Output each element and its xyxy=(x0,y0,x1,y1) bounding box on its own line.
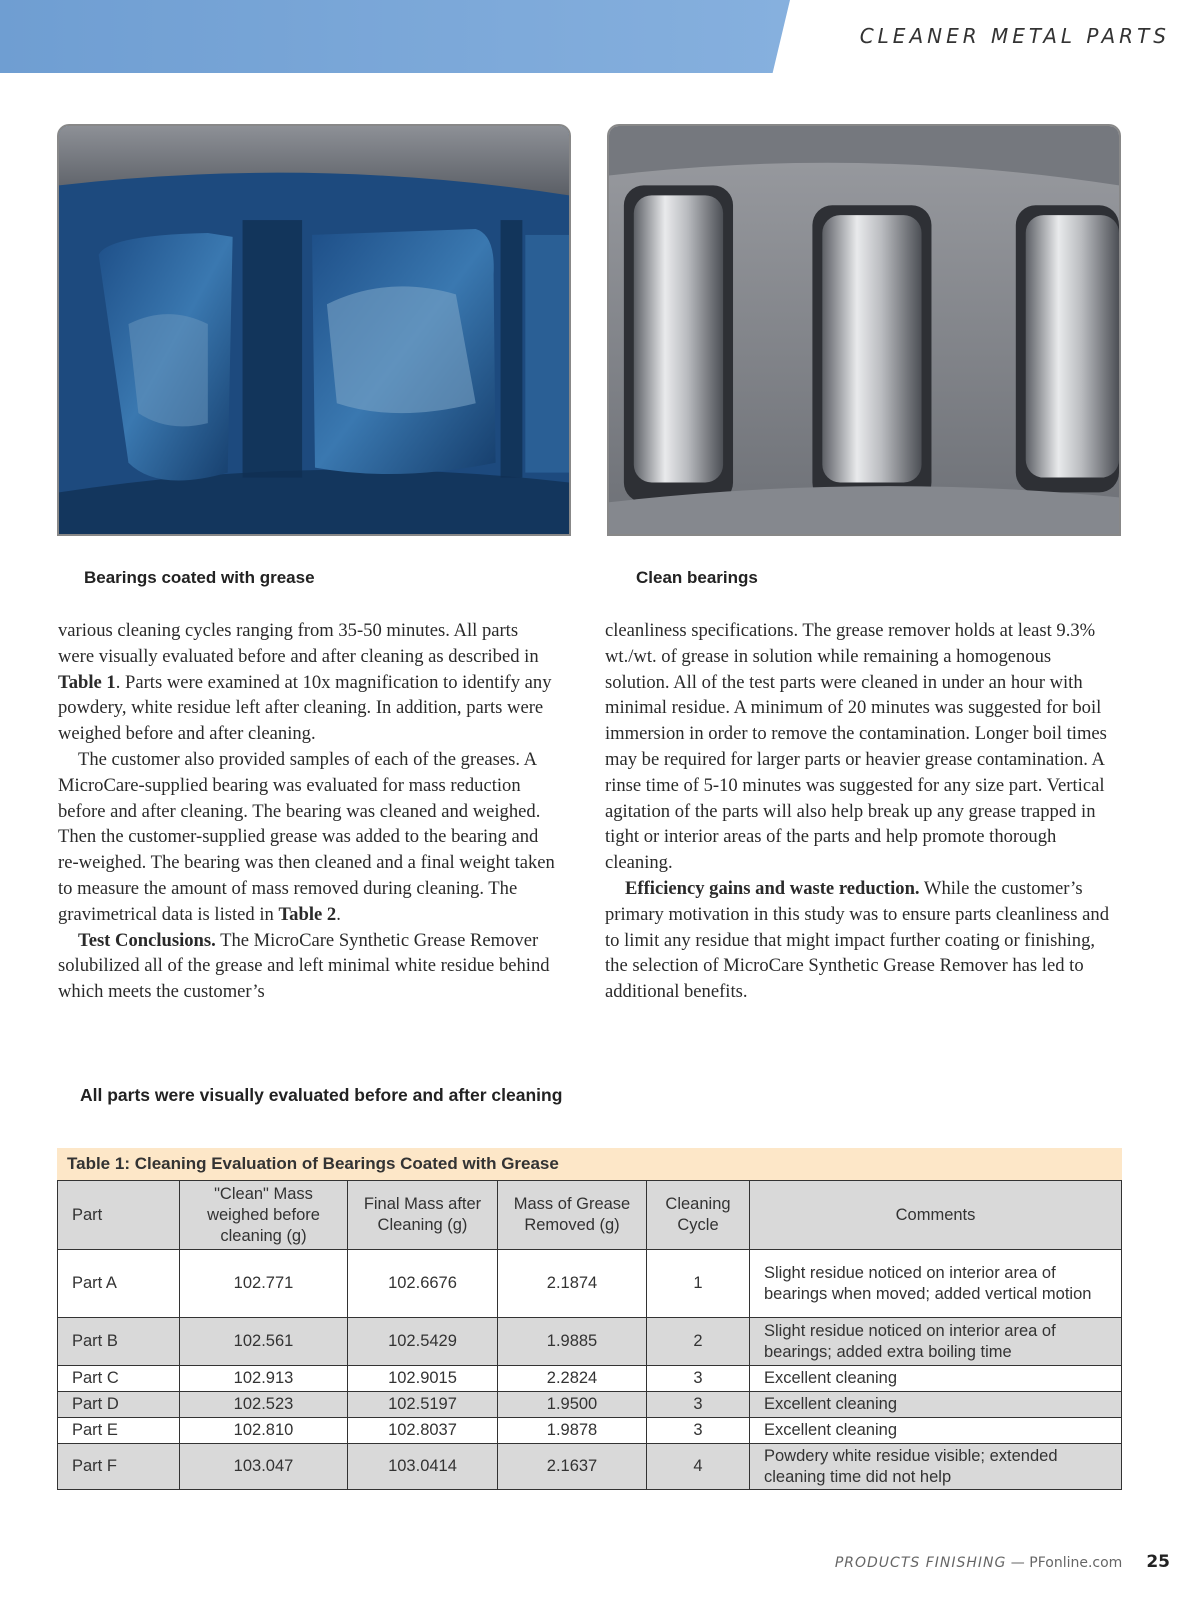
table-cell: 2 xyxy=(647,1318,750,1366)
page-number: 25 xyxy=(1146,1552,1170,1572)
table-cell: Part C xyxy=(58,1366,180,1392)
table-cell: 103.047 xyxy=(180,1444,348,1490)
table-cell: 3 xyxy=(647,1366,750,1392)
paragraph-text: The customer also provided samples of each of the greases. A MicroCare-supplied bearing was evaluated for mass reduction before and after cleaning. The bearing was cleaned and weighed. Then the customer-supplied grease was added to the bearing and re-weighed. The bearing was then cleaned and a final weight taken to measure the amount of mass removed during cleaning. The gravimetrical data is listed in xyxy=(58,748,555,925)
results-table xyxy=(57,1148,1122,1490)
figure-caption-right: Clean bearings xyxy=(636,568,758,587)
table-cell: Excellent cleaning xyxy=(750,1418,1122,1444)
table-cell: 102.771 xyxy=(180,1250,348,1318)
table-cell: Slight residue noticed on interior area of bearings; added extra boiling time xyxy=(750,1318,1122,1366)
table-row xyxy=(58,1366,1122,1392)
table-header-row xyxy=(58,1181,1122,1250)
paragraph xyxy=(605,876,1115,1005)
table-reference: Table 2 xyxy=(278,903,337,925)
table-cell: 1.9500 xyxy=(498,1392,647,1418)
section-title: CLEANER METAL PARTS xyxy=(859,24,1170,48)
table-cell: 4 xyxy=(647,1444,750,1490)
header-tab xyxy=(0,0,790,73)
table-title: Table 1: Cleaning Evaluation of Bearings Coated with Grease xyxy=(57,1148,1122,1180)
column-header: "Clean" Mass weighed before cleaning (g) xyxy=(180,1181,348,1250)
column-header: Final Mass after Cleaning (g) xyxy=(348,1181,498,1250)
column-header: Comments xyxy=(750,1181,1122,1250)
publication-name: PRODUCTS FINISHING xyxy=(834,1555,1007,1571)
table-cell: 102.561 xyxy=(180,1318,348,1366)
paragraph-text: . xyxy=(336,903,341,925)
paragraph-heading: Efficiency gains and waste reduction. xyxy=(625,877,920,899)
footer-separator: — xyxy=(1006,1555,1030,1571)
pull-quote: All parts were visually evaluated before and after cleaning xyxy=(80,1085,563,1105)
paragraph xyxy=(58,747,558,928)
table-cell: 102.523 xyxy=(180,1392,348,1418)
table-row xyxy=(58,1318,1122,1366)
paragraph xyxy=(58,618,558,747)
table-cell: Part A xyxy=(58,1250,180,1318)
column-header: Mass of Grease Removed (g) xyxy=(498,1181,647,1250)
table-cell: Slight residue noticed on interior area of bearings when moved; added vertical motion xyxy=(750,1250,1122,1318)
table-cell: Part E xyxy=(58,1418,180,1444)
table-cell: Part D xyxy=(58,1392,180,1418)
paragraph xyxy=(58,928,558,1005)
clean-bearings-photo xyxy=(607,124,1121,536)
paragraph-text: The MicroCare Synthetic Grease Remover solubilized all of the grease and left minimal white residue behind which meets the customer’s xyxy=(58,929,550,1003)
data-table xyxy=(57,1180,1122,1490)
paragraph-text: While the customer’s primary motivation in this study was to ensure parts cleanliness and to limit any residue that might impact further coating or finishing, the selection of MicroCare Synthetic Grease Remover has led to additional benefits. xyxy=(605,877,1110,1003)
table-row xyxy=(58,1418,1122,1444)
table-cell: 3 xyxy=(647,1418,750,1444)
website: PFonline.com xyxy=(1029,1555,1123,1571)
table-cell: 102.8037 xyxy=(348,1418,498,1444)
greasy-bearings-photo xyxy=(57,124,571,536)
table-cell: 2.1637 xyxy=(498,1444,647,1490)
column-header: Part xyxy=(58,1181,180,1250)
table-cell: 102.5197 xyxy=(348,1392,498,1418)
table-cell: 2.1874 xyxy=(498,1250,647,1318)
table-cell: 102.913 xyxy=(180,1366,348,1392)
table-cell: 1.9885 xyxy=(498,1318,647,1366)
paragraph-text: . Parts were examined at 10x magnification to identify any powdery, white residue left after cleaning. In addition, parts were weighed before and after cleaning. xyxy=(58,671,552,745)
table-row xyxy=(58,1392,1122,1418)
column-header: Cleaning Cycle xyxy=(647,1181,750,1250)
table-cell: Part B xyxy=(58,1318,180,1366)
paragraph: cleanliness specifications. The grease remover holds at least 9.3% wt./wt. of grease in solution while remaining a homogenous solution. All of the test parts were cleaned in under an hour with minimal residue. A minimum of 20 minutes was suggested for boil immersion in order to remove the contamination. Longer boil times may be required for larger parts or heavier grease contamination. A rinse time of 5-10 minutes was suggested for any size part. Vertical agitation of the parts will also help break up any grease trapped in tight or interior areas of the parts and help promote thorough cleaning. xyxy=(605,620,1107,874)
table-cell: Excellent cleaning xyxy=(750,1392,1122,1418)
table-cell: 102.5429 xyxy=(348,1318,498,1366)
table-cell: 1.9878 xyxy=(498,1418,647,1444)
table-cell: 3 xyxy=(647,1392,750,1418)
table-reference: Table 1 xyxy=(58,671,116,693)
table-cell: 1 xyxy=(647,1250,750,1318)
page-footer xyxy=(835,1552,1170,1572)
table-cell: 102.810 xyxy=(180,1418,348,1444)
table-cell: 102.6676 xyxy=(348,1250,498,1318)
table-cell: 2.2824 xyxy=(498,1366,647,1392)
table-cell: Part F xyxy=(58,1444,180,1490)
article-column-left xyxy=(58,618,558,1005)
paragraph-text: various cleaning cycles ranging from 35-50 minutes. All parts were visually evaluated before and after cleaning as described in xyxy=(58,620,539,667)
article-column-right xyxy=(605,618,1115,1005)
paragraph-heading: Test Conclusions. xyxy=(78,929,216,951)
figure-caption-left: Bearings coated with grease xyxy=(84,568,315,587)
table-cell: 103.0414 xyxy=(348,1444,498,1490)
table-cell: Powdery white residue visible; extended cleaning time did not help xyxy=(750,1444,1122,1490)
table-cell: Excellent cleaning xyxy=(750,1366,1122,1392)
table-row xyxy=(58,1250,1122,1318)
table-row xyxy=(58,1444,1122,1490)
table-cell: 102.9015 xyxy=(348,1366,498,1392)
